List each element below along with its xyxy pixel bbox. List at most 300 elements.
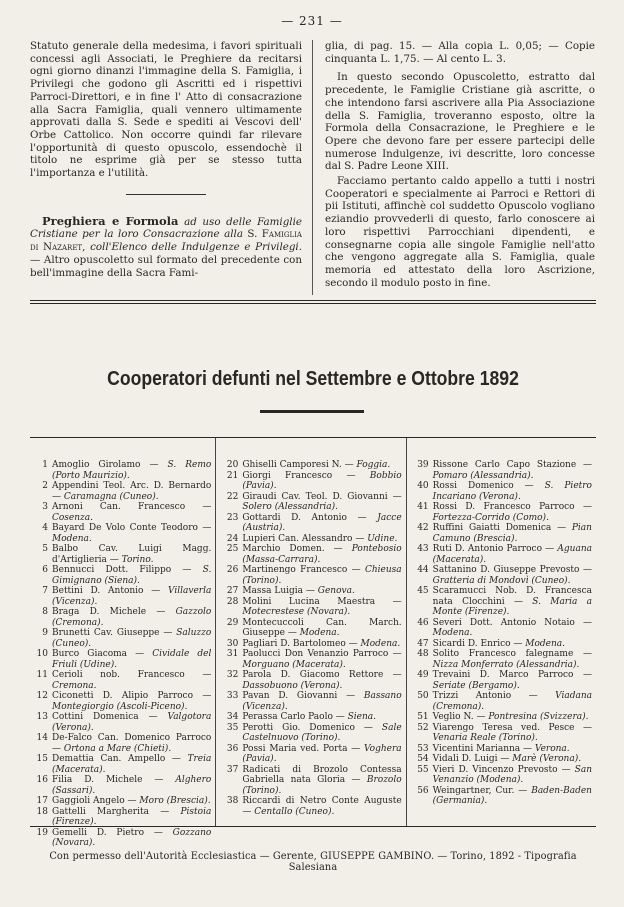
- entry-number: 28: [226, 596, 239, 607]
- section-title: Cooperatori defunti nel Settembre e Ottobre 1892: [107, 368, 519, 390]
- entry-number: 33: [226, 691, 239, 701]
- list-item: [32, 796, 211, 807]
- entry-name: Scaramucci Nob. D. Francesca nata Clocchini —: [432, 586, 592, 607]
- entry-name: Trizzi Antonio —: [432, 691, 556, 701]
- entry-place: Gratteria di Mondovì (Cuneo).: [432, 575, 571, 586]
- entry-place: Modena.: [432, 628, 473, 638]
- entry-number: 42: [417, 523, 429, 533]
- entry-name: Vidali D. Luigi —: [432, 754, 513, 764]
- entry-name: Appendini Teol. Arc. D. Bernardo —: [52, 481, 212, 502]
- entry-name: Ruffini Gaiatti Domenica —: [432, 523, 572, 533]
- entry-name: Cottini Domenica —: [52, 712, 168, 722]
- entry-number: 13: [36, 712, 48, 722]
- list-column-2: [215, 438, 405, 826]
- entry-name: Cerioli nob. Francesco —: [52, 670, 212, 680]
- entry-text: [433, 723, 592, 744]
- entry-text: [242, 796, 401, 817]
- entry-place: Modena.: [299, 628, 340, 638]
- deceased-cooperators-list: [30, 437, 596, 848]
- entry-number: 52: [417, 722, 429, 733]
- entry-name: Balbo Cav. Luigi Magg. d'Artiglieria —: [52, 544, 212, 565]
- entry-name: Bayard De Volo Conte Teodoro —: [52, 523, 212, 533]
- entry-number: 25: [226, 544, 239, 554]
- list-item: [413, 712, 592, 723]
- list-item: [222, 765, 401, 797]
- title-underline: [260, 410, 364, 413]
- entry-place: Gazzolo (Cremona).: [52, 607, 212, 628]
- entry-text: [242, 471, 401, 492]
- list-item: [32, 544, 211, 565]
- entry-number: 56: [417, 785, 429, 796]
- entry-number: 49: [417, 670, 429, 680]
- entry-name: Parola D. Giacomo Rettore —: [242, 670, 402, 680]
- entry-name: Bennucci Dott. Filippo —: [52, 565, 203, 575]
- entry-name: Massa Luigia —: [242, 586, 318, 596]
- entry-name: De-Falco Can. Domenico Parroco —: [52, 733, 212, 754]
- entry-place: Modena.: [52, 533, 92, 544]
- entry-name: Martinengo Francesco —: [242, 565, 365, 575]
- entry-place: Verona.: [534, 743, 570, 754]
- list-item: [32, 807, 211, 828]
- entry-text: [433, 754, 592, 765]
- booklet-title: Preghiera e Formola: [42, 213, 179, 228]
- entry-number: 35: [226, 722, 239, 733]
- entry-number: 3: [42, 502, 48, 512]
- entry-text: [52, 502, 211, 523]
- list-item: [413, 744, 592, 755]
- entry-text: [242, 565, 401, 586]
- entry-place: Sale Castelnuovo (Torino).: [242, 722, 402, 743]
- right-paragraph-description: In questo secondo Opuscoletto, estratto dal precedente, le Famiglie Cristiane già ascritte, o che intendono farsi ascrivere alla Pia Associazione della S. Famiglia, troveranno esposto, oltre la Formola della Consacrazione, le Preghiere e le Opere che devono fare per essere partecipi delle numerose Indulgenze, ivi descritte, loro concesse dal S. Padre Leone XIII.: [325, 71, 595, 173]
- entry-text: [433, 586, 592, 618]
- list-item: [222, 618, 401, 639]
- entry-number: 10: [36, 649, 48, 659]
- entry-name: Trevaini D. Marco Parroco —: [432, 670, 592, 680]
- entry-text: [52, 691, 211, 712]
- entry-number: 29: [226, 617, 239, 628]
- entry-text: [433, 712, 592, 723]
- entry-number: 8: [42, 607, 48, 617]
- entry-place: Morguano (Macerata).: [242, 659, 346, 670]
- entry-name: Pavan D. Giovanni —: [242, 691, 364, 701]
- entry-place: Foggia.: [356, 460, 391, 470]
- list-item: [32, 691, 211, 712]
- entry-name: Severi Dott. Antonio Notaio —: [432, 617, 592, 628]
- list-item: [413, 586, 592, 618]
- entry-place: Modena.: [525, 638, 566, 649]
- entry-number: 34: [226, 712, 239, 722]
- left-text-column: [30, 40, 313, 295]
- list-item: [32, 828, 211, 849]
- entry-place: Cremona.: [52, 680, 97, 691]
- entry-name: Gaggioli Angelo —: [52, 796, 140, 806]
- entry-name: Marchio Domen. —: [242, 544, 352, 554]
- list-item: [32, 670, 211, 691]
- entry-name: Arnoni Can. Francesco —: [52, 502, 212, 512]
- entry-place: Bassano (Vicenza).: [242, 691, 402, 712]
- entry-place: Pontebosio (Massa-Carrara).: [242, 544, 402, 565]
- entry-name: Riccardi di Netro Conte Auguste —: [242, 796, 402, 817]
- entry-number: 38: [226, 796, 239, 806]
- list-item: [413, 723, 592, 744]
- entry-text: [242, 649, 401, 670]
- list-item: [413, 544, 592, 565]
- list-item: [413, 754, 592, 765]
- entry-name: Burco Giacoma —: [52, 649, 153, 659]
- booklet-heading-paragraph: [30, 215, 302, 280]
- entry-number: 51: [417, 712, 429, 722]
- entry-text: [242, 544, 401, 565]
- list-item: [222, 565, 401, 586]
- entry-text: [52, 649, 211, 670]
- list-item: [413, 618, 592, 639]
- list-item: [32, 523, 211, 544]
- entry-place: Marè (Verona).: [512, 754, 582, 764]
- list-item: [413, 565, 592, 586]
- list-item: [222, 639, 401, 650]
- entry-place: Viadana (Cremona).: [432, 691, 592, 712]
- entry-place: Motecrestese (Novara).: [242, 607, 351, 617]
- entry-number: 32: [226, 670, 239, 680]
- entry-place: Valgotora (Verona).: [52, 712, 212, 733]
- section-divider-rule: [30, 300, 596, 306]
- entry-number: 18: [36, 806, 48, 817]
- entry-text: [242, 723, 401, 744]
- entry-text: [433, 618, 592, 639]
- entry-name: Perotti Gio. Domenico —: [242, 722, 382, 733]
- entry-text: [52, 544, 211, 565]
- entry-place: Fortezza-Corrido (Como).: [432, 512, 549, 523]
- entry-place: Bobbio (Pavia).: [242, 470, 402, 491]
- entry-place: Alghero (Sassari).: [52, 775, 212, 796]
- entry-text: [52, 796, 211, 807]
- list-item: [222, 471, 401, 492]
- entry-number: 5: [42, 544, 48, 554]
- entry-number: 7: [42, 586, 48, 596]
- entry-text: [52, 523, 211, 544]
- entry-text: [52, 733, 211, 754]
- entry-name: Vicentini Marianna —: [432, 743, 535, 754]
- entry-text: [242, 597, 401, 618]
- entry-place: Gozzano (Novara).: [52, 827, 212, 848]
- entry-name: Bettini D. Antonio —: [52, 586, 169, 596]
- entry-place: Pian Camuno (Brescia).: [432, 523, 592, 544]
- entry-number: 53: [417, 743, 429, 754]
- entry-text: [433, 639, 592, 650]
- entry-name: Rissone Carlo Capo Stazione —: [432, 460, 592, 470]
- entry-text: [433, 765, 592, 786]
- list-item: [222, 586, 401, 597]
- entry-number: 44: [417, 565, 429, 575]
- entry-place: Jacce (Austria).: [242, 512, 402, 533]
- entry-place: Genova.: [317, 586, 355, 596]
- entry-text: [242, 460, 401, 471]
- entry-number: 40: [417, 481, 429, 491]
- entry-name: Rossi Domenico —: [432, 481, 545, 491]
- short-separator: [126, 194, 206, 195]
- list-item: [222, 723, 401, 744]
- list-item: [222, 691, 401, 712]
- list-item: [222, 744, 401, 765]
- list-item: [413, 786, 592, 807]
- entry-number: 15: [36, 754, 48, 764]
- entry-text: [433, 691, 592, 712]
- entry-place: S. Maria a Monte (Firenze).: [432, 596, 592, 617]
- entry-place: Venaria Reale (Torino).: [432, 733, 538, 743]
- entry-text: [433, 786, 592, 807]
- entry-name: Paolucci Don Venanzio Parroco —: [242, 649, 402, 659]
- list-item: [222, 670, 401, 691]
- entry-number: 19: [36, 827, 48, 838]
- entry-name: Pagliari D. Bartolomeo —: [242, 638, 361, 649]
- entry-name: Amoglio Girolamo —: [52, 460, 168, 470]
- entry-number: 39: [417, 460, 429, 470]
- list-item: [222, 712, 401, 723]
- entry-name: Giraudi Cav. Teol. D. Giovanni —: [242, 491, 402, 502]
- entry-text: [433, 544, 592, 565]
- list-item: [32, 460, 211, 481]
- entry-name: Viarengo Teresa ved. Pesce —: [432, 722, 592, 733]
- entry-text: [433, 565, 592, 586]
- entry-number: 2: [42, 481, 48, 491]
- list-item: [222, 513, 401, 534]
- entry-number: 6: [42, 565, 48, 575]
- entry-text: [433, 502, 592, 523]
- entry-text: [433, 670, 592, 691]
- list-item: [413, 670, 592, 691]
- entry-name: Filia D. Michele —: [52, 775, 176, 785]
- entry-place: Nizza Monferrato (Alessandria).: [432, 659, 580, 670]
- entry-place: Pomaro (Alessandria).: [432, 470, 534, 481]
- entry-place: Centallo (Cuneo).: [254, 806, 335, 817]
- entry-text: [52, 670, 211, 691]
- entry-name: Giorgi Francesco —: [242, 470, 370, 481]
- entry-number: 12: [36, 691, 48, 701]
- entry-place: Montegiorgio (Ascoli-Piceno).: [52, 701, 188, 712]
- entry-number: 16: [36, 775, 48, 785]
- entry-place: Torino.: [121, 554, 154, 565]
- entry-text: [242, 712, 401, 723]
- entry-place: Caramagna (Cuneo).: [63, 491, 159, 502]
- entry-number: 1: [42, 460, 48, 470]
- list-item: [32, 502, 211, 523]
- entry-text: [242, 744, 401, 765]
- list-item: [32, 586, 211, 607]
- list-item: [222, 649, 401, 670]
- entry-number: 21: [226, 470, 239, 481]
- entry-number: 4: [42, 523, 48, 533]
- entry-name: Radicati di Brozolo Contessa Gabriella nata Gloria —: [242, 764, 402, 785]
- entry-number: 43: [417, 544, 429, 554]
- entry-name: Demattia Can. Ampello —: [52, 754, 188, 764]
- entry-name: Ruti D. Antonio Parroco —: [432, 544, 558, 554]
- entry-place: Chieusa (Torino).: [242, 565, 402, 586]
- entry-name: Possi Maria ved. Porta —: [242, 743, 364, 754]
- list-item: [32, 607, 211, 628]
- right-paragraph-appeal: Facciamo pertanto caldo appello a tutti i nostri Cooperatori e specialmente ai Parroci e Rettori di pii Istituti, affinchè col suddetto Opuscolo vogliano eziandio provvederli di questo, farlo conoscere ai loro rispettivi Parrocchiani dipendenti, e consegnarne copia alle singole Famiglie nell'atto che vengono aggregate alla S. Famiglia, quale memoria ed attestato della loro Ascrizione, secondo il modulo posto in fine.: [325, 175, 595, 289]
- entry-place: S. Remo (Porto Maurizio).: [52, 460, 212, 481]
- entry-place: Brozolo (Torino).: [242, 775, 402, 796]
- entry-number: 20: [226, 460, 239, 470]
- entry-name: Solito Francesco falegname —: [432, 649, 592, 659]
- entry-number: 11: [36, 670, 48, 680]
- entry-place: Pontresina (Svizzera).: [488, 712, 589, 722]
- list-item: [413, 481, 592, 502]
- list-item: [222, 796, 401, 817]
- entry-text: [52, 607, 211, 628]
- entry-text: [242, 534, 401, 545]
- booklet-subtitle-part1: ad uso delle Famiglie Cristiane per la loro Consacrazione alla: [30, 215, 302, 241]
- list-item: [32, 775, 211, 796]
- entry-text: [52, 628, 211, 649]
- entry-place: Treia (Macerata).: [52, 754, 212, 775]
- list-item: [32, 733, 211, 754]
- entry-place: Solero (Alessandria).: [242, 502, 338, 512]
- page-number: — 231 —: [281, 14, 343, 28]
- list-item: [32, 649, 211, 670]
- entry-place: Siena.: [347, 712, 377, 722]
- right-paragraph-prices: glia, di pag. 15. — Alla copia L. 0,05; — Copie cinquanta L. 1,75. — Al cento L. 3.: [325, 40, 595, 65]
- booklet-subtitle-smallcaps: S. Famiglia di Nazaret,: [30, 228, 302, 254]
- entry-place: Aguana (Macerata).: [432, 544, 592, 565]
- right-text-column: [313, 40, 595, 295]
- entry-text: [433, 744, 592, 755]
- entry-number: 14: [36, 733, 48, 743]
- entry-number: 24: [226, 533, 239, 544]
- entry-text: [52, 807, 211, 828]
- entry-text: [242, 639, 401, 650]
- entry-number: 27: [226, 586, 239, 596]
- entry-number: 31: [226, 649, 239, 659]
- entry-place: Pistoia (Firenze).: [52, 806, 212, 827]
- booklet-description: — Altro opuscoletto sul formato del precedente con bell'immagine della Sacra Fami-: [30, 253, 302, 279]
- entry-text: [433, 523, 592, 544]
- imprint-footer: Con permesso dell'Autorità Ecclesiastica — Gerente, GIUSEPPE GAMBINO. — Torino, 1892 - Tipografia Salesiana: [49, 851, 577, 873]
- entry-place: Cosenza.: [52, 512, 94, 523]
- entry-place: San Venanzio (Modena).: [432, 764, 592, 785]
- entry-name: Gemelli D. Pietro —: [52, 827, 173, 838]
- entry-text: [52, 481, 211, 502]
- list-item: [32, 754, 211, 775]
- entry-number: 45: [417, 586, 429, 596]
- entry-place: Moro (Brescia).: [139, 796, 211, 806]
- entry-number: 55: [417, 764, 429, 775]
- list-item: [222, 534, 401, 545]
- entry-text: [52, 712, 211, 733]
- entry-name: Rossi D. Francesco Parroco —: [432, 502, 592, 512]
- list-item: [413, 765, 592, 786]
- entry-place: Modena.: [360, 638, 401, 649]
- entry-place: Ortona a Mare (Chieti).: [63, 743, 172, 754]
- entry-name: Ciconetti D. Alipio Parroco —: [52, 691, 212, 701]
- entry-name: Sattanino D. Giuseppe Prevosto —: [432, 565, 592, 575]
- booklet-subtitle-part2: coll'Elenco delle Indulgenze e Privilegi.: [90, 241, 302, 254]
- list-column-1: [30, 438, 215, 848]
- entry-text: [52, 586, 211, 607]
- entry-name: Veglio N. —: [432, 712, 489, 722]
- entry-text: [52, 460, 211, 481]
- entry-number: 23: [226, 512, 239, 523]
- list-item: [32, 565, 211, 586]
- left-paragraph: Statuto generale della medesima, i favori spirituali concessi agli Associati, le Preghiere da recitarsi ogni giorno dinanzi l'immagine della S. Famiglia, i Privilegi che godono gli Ascritti ed i rispettivi Parroci-Direttori, e in fine l' Atto di consacrazione alla Sacra Famiglia, quali vennero ultimamente approvati dalla S. Sede e spediti ai Vescovi dell' Orbe Cattolico. Non occorre quindi far rilevare l'opportunità di questo opuscolo, essendochè il titolo ne esprime già per se stesso tutta l'importanza e l'utilità.: [30, 40, 302, 180]
- entry-number: 36: [226, 743, 239, 754]
- entry-text: [242, 618, 401, 639]
- list-item: [413, 523, 592, 544]
- entry-place: S. Gimignano (Siena).: [52, 565, 212, 586]
- list-item: [413, 649, 592, 670]
- entry-number: 37: [226, 764, 239, 775]
- entry-text: [52, 754, 211, 775]
- entry-name: Gattelli Margherita —: [52, 806, 181, 817]
- list-column-3: [406, 438, 596, 826]
- entry-place: Voghera (Pavia).: [242, 743, 402, 764]
- entry-place: S. Pietro Incariano (Verona).: [432, 481, 592, 502]
- entry-number: 48: [417, 649, 429, 659]
- entry-text: [242, 586, 401, 597]
- entry-text: [52, 565, 211, 586]
- entry-place: Seriate (Bergamo).: [432, 680, 520, 691]
- list-item: [413, 502, 592, 523]
- list-item: [222, 492, 401, 513]
- entry-text: [242, 513, 401, 534]
- entry-name: Weingartner, Cur. —: [432, 785, 532, 796]
- entry-name: Montecuccoli Can. March. Giuseppe —: [242, 617, 402, 638]
- entry-place: Dassobuono (Verona).: [242, 680, 343, 691]
- entry-name: Ghiselli Camporesi N. —: [242, 460, 357, 470]
- entry-name: Perassa Carlo Paolo —: [242, 712, 348, 722]
- entry-place: Udine.: [367, 533, 398, 544]
- entry-name: Gottardi D. Antonio —: [242, 512, 378, 523]
- entry-number: 26: [226, 565, 239, 575]
- entry-text: [433, 481, 592, 502]
- list-item: [32, 628, 211, 649]
- entry-name: Brunetti Cav. Giuseppe —: [52, 628, 177, 638]
- entry-text: [52, 828, 211, 849]
- entry-number: 50: [417, 691, 429, 701]
- entry-text: [242, 765, 401, 797]
- top-text-columns: [30, 40, 596, 295]
- entry-name: Braga D. Michele —: [52, 607, 176, 617]
- entry-number: 30: [226, 638, 239, 649]
- list-item: [32, 712, 211, 733]
- entry-name: Vieri D. Vincenzo Prevosto —: [432, 764, 575, 775]
- entry-number: 9: [42, 628, 48, 638]
- list-item: [222, 597, 401, 618]
- entry-name: Sicardi D. Enrico —: [432, 638, 526, 649]
- entry-place: Villaverla (Vicenza).: [52, 586, 212, 607]
- entry-place: Saluzzo (Cuneo).: [52, 628, 212, 649]
- entry-text: [242, 691, 401, 712]
- list-item: [222, 544, 401, 565]
- entry-number: 17: [36, 796, 48, 806]
- entry-text: [242, 670, 401, 691]
- entry-place: Baden-Baden (Germania).: [432, 785, 592, 806]
- entry-number: 47: [417, 638, 429, 649]
- entry-text: [242, 492, 401, 513]
- entry-number: 41: [417, 502, 429, 512]
- entry-name: Lupieri Can. Alessandro —: [242, 533, 368, 544]
- entry-number: 54: [417, 754, 429, 764]
- list-item: [413, 691, 592, 712]
- entry-name: Molini Lucina Maestra —: [242, 596, 402, 607]
- entry-number: 22: [226, 491, 239, 502]
- list-item: [32, 481, 211, 502]
- entry-number: 46: [417, 617, 429, 628]
- entry-text: [433, 460, 592, 481]
- entry-text: [52, 775, 211, 796]
- entry-text: [433, 649, 592, 670]
- entry-place: Cividale del Friuli (Udine).: [52, 649, 212, 670]
